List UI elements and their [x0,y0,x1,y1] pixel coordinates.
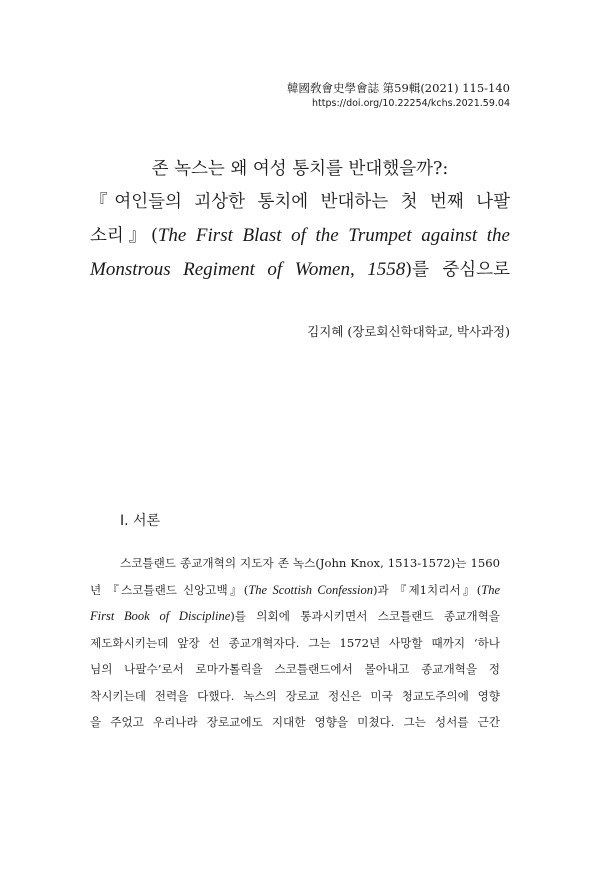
title-line-1: 존 녹스는 왜 여성 통치를 반대했을까?: [151,159,449,179]
journal-citation: 韓國敎會史學會誌 第59輯(2021) 115-140 [287,81,510,95]
author-affiliation: (장로회신학대학교, 박사과정) [347,324,510,339]
doi-link[interactable]: https://doi.org/10.22254/kchs.2021.59.04 [312,98,510,109]
body-line-2-a: 년 『스코틀랜드 신앙고백』( [90,582,249,597]
body-line-2-c: )과 『제1치리서』( [372,582,482,597]
title-line-2: 『여인들의 괴상한 통치에 반대하는 첫 번째 나팔 [90,192,510,212]
title-line-4 [90,253,510,287]
section-heading: Ⅰ. 서론 [120,513,161,529]
title-line-3-en: The First Blast of the Trumpet against the [157,225,510,246]
body-paragraph [90,550,500,736]
body-line-2-d: The [481,582,501,597]
body-line-5: 님의 나팔수’로서 로마가톨릭을 스코틀랜드에서 몰아내고 종교개혁을 정 [90,662,500,676]
body-line-1: 스코틀랜드 종교개혁의 지도자 존 녹스(John Knox, 1513-1572)는 1560 [120,556,500,570]
paper-title [90,153,510,287]
body-line-7: 을 주었고 우리나라 장로교에도 지대한 영향을 미쳤다. 그는 성서를 근간 [90,715,500,729]
body-line-3 [90,603,500,630]
author-line [307,322,510,340]
body-line-3-b: )를 의회에 통과시키면서 스코틀랜드 종교개혁을 [230,609,500,623]
title-line-4-en: Monstrous Regiment of Women, 1558 [90,259,406,280]
body-line-2-b: The Scottish Confession [248,582,373,597]
journal-header [287,80,510,112]
title-line-3-ko: 소리』( [90,226,158,246]
title-line-4-ko: )를 중심으로 [405,260,510,280]
body-line-2 [90,577,500,604]
title-line-3 [90,219,510,253]
body-line-3-a: First Book of Discipline [90,609,231,623]
body-line-6: 착시키는데 전력을 다했다. 녹스의 장로교 정신은 미국 청교도주의에 영향 [90,688,500,703]
author-name: 김지혜 [307,324,344,339]
body-line-4: 제도화시키는데 앞장 선 종교개혁자다. 그는 1572년 사망할 때까지 ‘하나 [90,635,500,650]
